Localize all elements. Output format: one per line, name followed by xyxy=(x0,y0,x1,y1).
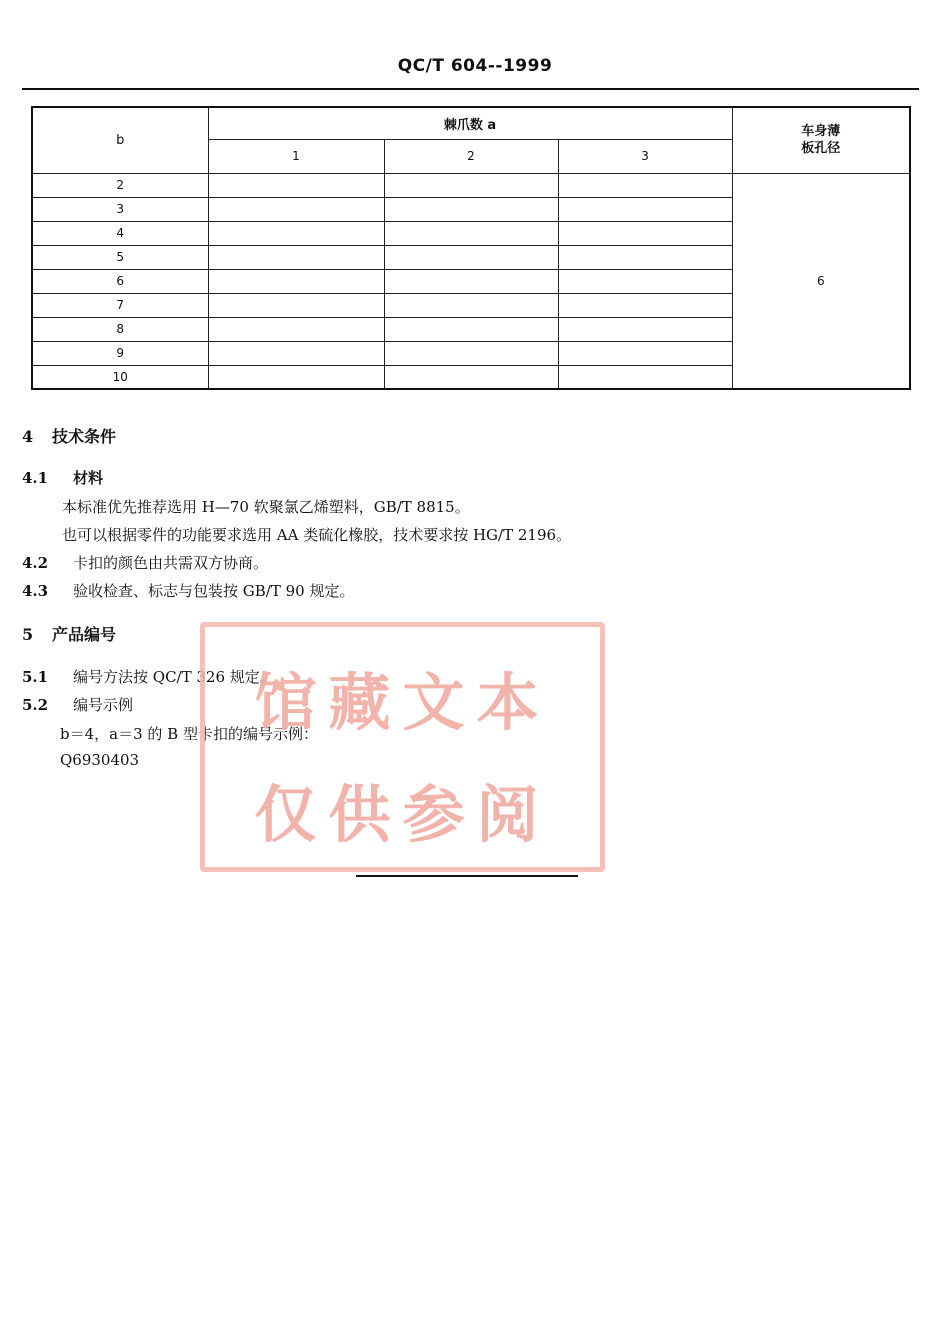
section-4-3 xyxy=(22,580,354,601)
section-4-1-heading xyxy=(22,467,103,488)
numbering-example: Q6930403 xyxy=(60,751,140,769)
section-5-2 xyxy=(22,694,133,715)
section-number: 4.1 xyxy=(22,469,49,487)
section-text: 编号方法按 QC/T 326 规定。 xyxy=(73,668,275,686)
table-row xyxy=(32,173,910,197)
hole-header-line2: 板孔径 xyxy=(801,141,841,157)
b-value: 5 xyxy=(32,245,208,269)
table-header-b: b xyxy=(32,107,208,173)
document-code: QC/T 604--1999 xyxy=(397,56,553,76)
section-text: 验收检查、标志与包装按 GB/T 90 规定。 xyxy=(73,582,355,600)
section-number: 4 xyxy=(22,427,34,446)
section-number: 5 xyxy=(22,625,34,644)
section-4-2 xyxy=(22,552,268,573)
section-number: 5.1 xyxy=(22,668,49,686)
section-text: 卡扣的颜色由共需双方协商。 xyxy=(73,554,269,572)
claw-count-1: 1 xyxy=(208,139,384,173)
end-rule xyxy=(356,875,578,877)
hole-diameter-value: 6 xyxy=(732,173,910,389)
header-rule xyxy=(22,88,919,90)
paragraph: 也可以根据零件的功能要求选用 AA 类硫化橡胶，技术要求按 HG/T 2196。 xyxy=(62,526,572,544)
stamp-line2: 仅供参阅 xyxy=(254,778,551,851)
claw-count-2: 2 xyxy=(384,139,558,173)
b-value: 8 xyxy=(32,317,208,341)
table-header-hole-diameter xyxy=(732,107,910,173)
b-value: 9 xyxy=(32,341,208,365)
section-title: 技术条件 xyxy=(52,427,117,446)
table-header-claw-count: 棘爪数 a xyxy=(208,107,732,139)
b-value: 7 xyxy=(32,293,208,317)
library-stamp xyxy=(200,622,605,872)
stamp-line1: 馆藏文本 xyxy=(254,666,551,739)
section-5-heading xyxy=(22,622,116,645)
section-text: 编号示例 xyxy=(73,696,134,714)
b-value: 4 xyxy=(32,221,208,245)
claw-count-3: 3 xyxy=(558,139,732,173)
dimension-table xyxy=(31,106,911,390)
section-title: 材料 xyxy=(73,469,104,487)
section-4-heading xyxy=(22,424,116,447)
section-number: 4.3 xyxy=(22,582,49,600)
section-title: 产品编号 xyxy=(52,625,117,644)
b-value: 6 xyxy=(32,269,208,293)
hole-header-line1: 车身薄 xyxy=(801,124,841,140)
section-number: 4.2 xyxy=(22,554,49,572)
b-value: 3 xyxy=(32,197,208,221)
paragraph: 本标准优先推荐选用 H—70 软聚氯乙烯塑料，GB/T 8815。 xyxy=(62,498,470,516)
b-value: 10 xyxy=(32,365,208,389)
b-value: 2 xyxy=(32,173,208,197)
paragraph: b＝4，a＝3 的 B 型卡扣的编号示例： xyxy=(60,725,318,743)
section-number: 5.2 xyxy=(22,696,49,714)
